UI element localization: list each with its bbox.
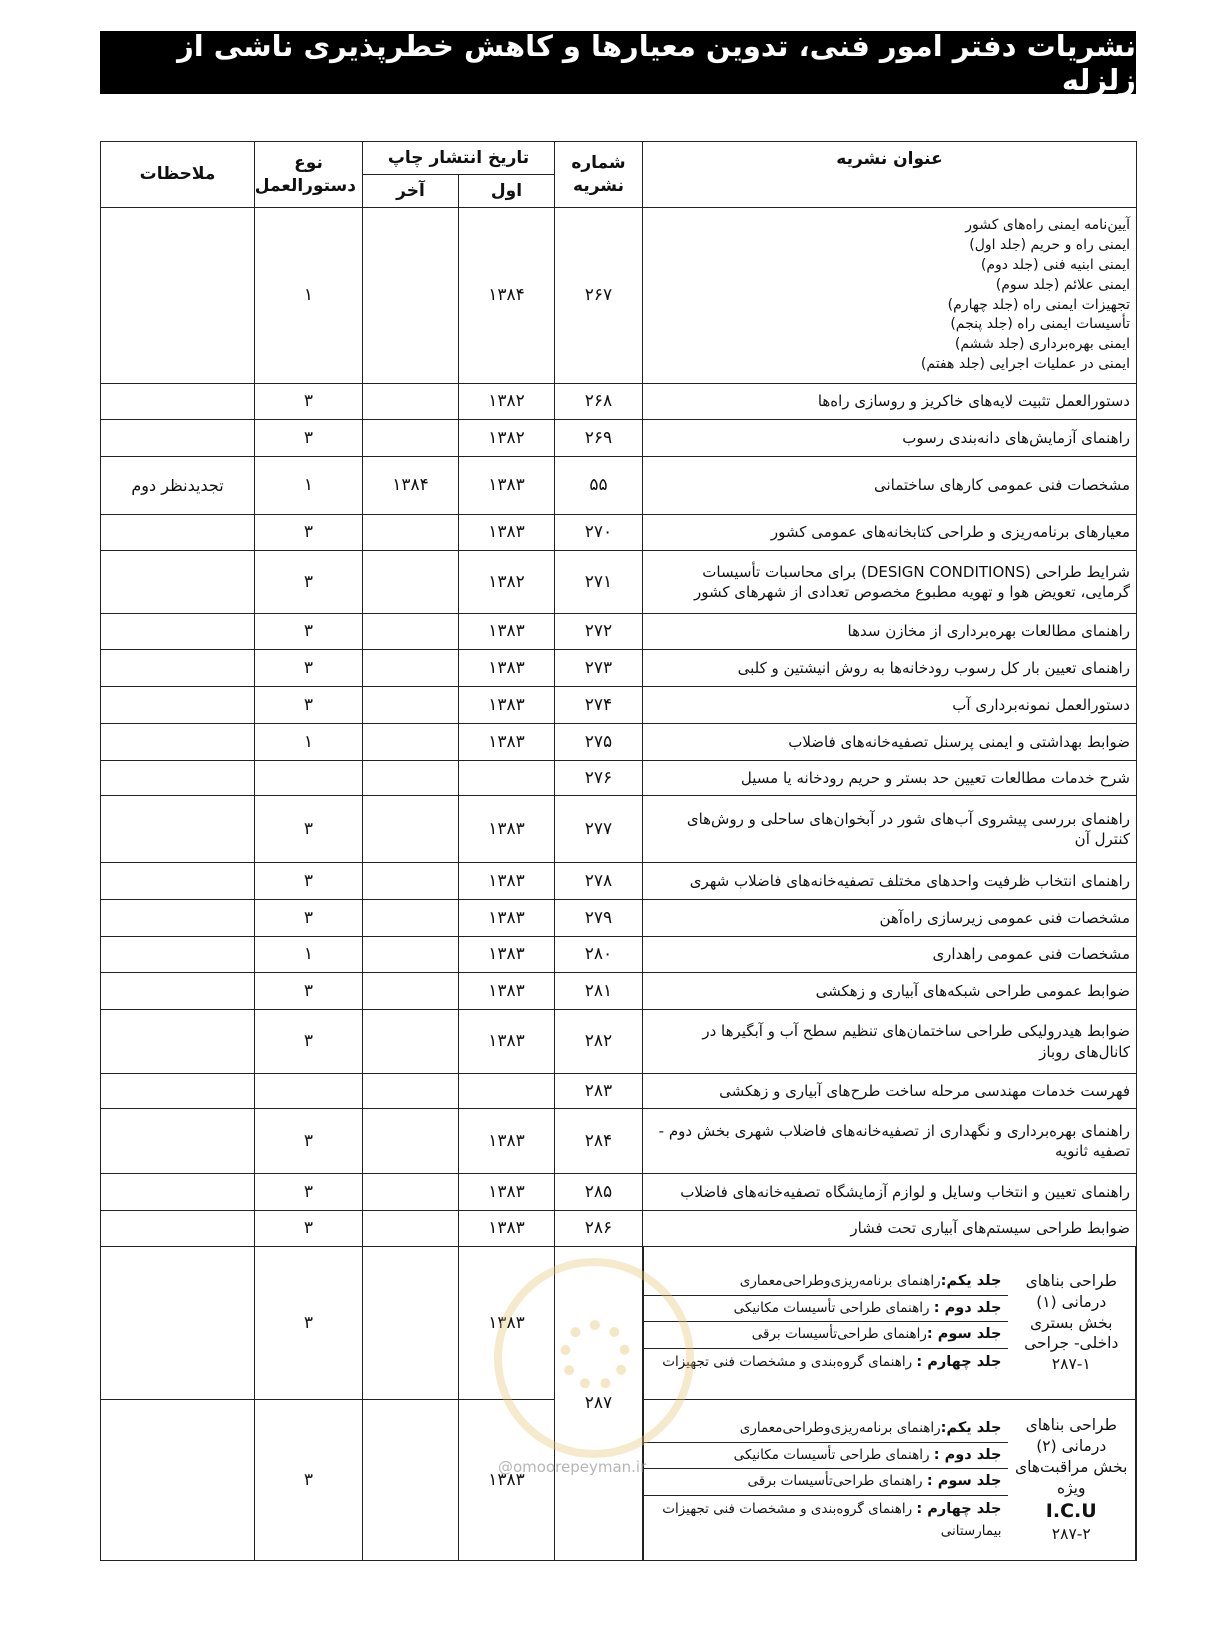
page-title: نشریات دفتر امور فنی، تدوین معیارها و کاهش خطرپذیری ناشی از زلزله (177, 28, 1136, 97)
row-first-date (459, 761, 555, 796)
row-title: شرایط طراحی (DESIGN CONDITIONS) برای محاسبات تأسیسات گرمایی، تعویض هوا و تهویه مطبوع مخصوص تعدادی از شهرهای کشور (643, 551, 1137, 614)
row-first-date: ۱۳۸۳ (459, 796, 555, 863)
table-row (101, 1010, 1137, 1074)
row-type (255, 761, 363, 796)
row-type: ۳ (255, 515, 363, 551)
row-last-date (363, 208, 459, 384)
row-type: ۳ (255, 1211, 363, 1247)
row-type: ۳ (255, 1010, 363, 1074)
row-number: ۲۸۶ (555, 1211, 643, 1247)
row-type: ۳ (255, 384, 363, 420)
row-first-date: ۱۳۸۲ (459, 551, 555, 614)
row-type: ۳ (255, 551, 363, 614)
table-row (101, 650, 1137, 687)
volume-item: جلد یکم:راهنمای برنامه‌ریزی‌وطراحی‌معماری (644, 1416, 1008, 1443)
row-remark (101, 796, 255, 863)
row-first-date: ۱۳۸۳ (459, 1109, 555, 1174)
header-row-1 (101, 142, 1137, 175)
row-first-date: ۱۳۸۳ (459, 614, 555, 650)
row-title: آیین‌نامه ایمنی راه‌های کشور ایمنی راه و حریم (جلد اول) ایمنی ابنیه فنی (جلد دوم) ایمنی علائم (جلد سوم) تجهیزات ایمنی راه (جلد چهارم) تأسیسات ایمنی راه (جلد پنجم) ایمنی بهره‌برداری (جلد ششم) ایمنی در عملیات اجرایی (جلد هفتم) (643, 208, 1137, 384)
row-title: راهنمای تعیین بار کل رسوب رودخانه‌ها به روش انیشتین و کلبی (643, 650, 1137, 687)
row-last-date (363, 614, 459, 650)
header-type: نوع دستورالعمل (255, 142, 363, 208)
part2-volumes (644, 1400, 1008, 1560)
volume-item: جلد دوم : راهنمای طراحی تأسیسات مکانیکی (644, 1296, 1008, 1323)
table-row (101, 724, 1137, 761)
table-row-287-part1 (101, 1247, 1137, 1400)
row-type: ۳ (255, 973, 363, 1010)
row-last-date (363, 973, 459, 1010)
row-type: ۳ (255, 614, 363, 650)
row-type: ۳ (255, 863, 363, 900)
row-last-date (363, 937, 459, 973)
row-287-part1-first: ۱۳۸۳ (459, 1247, 555, 1400)
row-title: راهنمای انتخاب ظرفیت واحدهای مختلف تصفیه‌خانه‌های فاضلاب شهری (643, 863, 1137, 900)
row-287-part1-type: ۳ (255, 1247, 363, 1400)
row-remark (101, 614, 255, 650)
row-title: مشخصات فنی عمومی زیرسازی راه‌آهن (643, 900, 1137, 937)
row-287-number: ۲۸۷ (555, 1247, 643, 1561)
table-row (101, 1109, 1137, 1174)
row-last-date (363, 1109, 459, 1174)
volume-item: جلد یکم:راهنمای برنامه‌ریزی‌وطراحی‌معماری (644, 1269, 1008, 1296)
row-287-part1-remark (101, 1247, 255, 1400)
row-last-date (363, 515, 459, 551)
watermark-text: @omoorepeyman.ir (498, 1458, 647, 1476)
row-last-date (363, 1010, 459, 1074)
row-287-part2-type: ۳ (255, 1400, 363, 1561)
row-type: ۱ (255, 937, 363, 973)
table-row (101, 796, 1137, 863)
header-remarks: ملاحظات (101, 142, 255, 208)
row-title: شرح خدمات مطالعات تعیین حد بستر و حریم رودخانه یا مسیل (643, 761, 1137, 796)
row-number: ۲۸۴ (555, 1109, 643, 1174)
row-type: ۳ (255, 1174, 363, 1211)
row-type: ۱ (255, 208, 363, 384)
row-number: ۲۷۹ (555, 900, 643, 937)
table-row (101, 863, 1137, 900)
row-remark (101, 515, 255, 551)
row-last-date (363, 1174, 459, 1211)
table-row (101, 900, 1137, 937)
row-remark (101, 650, 255, 687)
row-first-date: ۱۳۸۳ (459, 457, 555, 515)
row-title: فهرست خدمات مهندسی مرحله ساخت طرح‌های آبیاری و زهکشی (643, 1074, 1137, 1109)
table-row (101, 457, 1137, 515)
row-title: دستورالعمل نمونه‌برداری آب (643, 687, 1137, 724)
row-number: ۲۸۱ (555, 973, 643, 1010)
row-first-date: ۱۳۸۳ (459, 1010, 555, 1074)
row-remark (101, 1010, 255, 1074)
row-first-date: ۱۳۸۳ (459, 1211, 555, 1247)
row-title: راهنمای بهره‌برداری و نگهداری از تصفیه‌خانه‌های فاضلاب شهری بخش دوم - تصفیه ثانویه (643, 1109, 1137, 1174)
row-287-part2-title (643, 1400, 1137, 1561)
row-first-date: ۱۳۸۳ (459, 863, 555, 900)
header-number: شماره نشریه (555, 142, 643, 208)
row-number: ۲۷۰ (555, 515, 643, 551)
table-row (101, 614, 1137, 650)
row-first-date: ۱۳۸۳ (459, 650, 555, 687)
row-last-date (363, 687, 459, 724)
row-type: ۱ (255, 724, 363, 761)
row-number: ۲۸۳ (555, 1074, 643, 1109)
row-last-date (363, 420, 459, 457)
row-type: ۳ (255, 1109, 363, 1174)
volume-item: جلد سوم : راهنمای طراحی‌تأسیسات برقی (644, 1469, 1008, 1496)
row-first-date (459, 1074, 555, 1109)
row-title: مشخصات فنی عمومی راهداری (643, 937, 1137, 973)
row-first-date: ۱۳۸۲ (459, 420, 555, 457)
row-287-part2-first: ۱۳۸۳ (459, 1400, 555, 1561)
row-last-date (363, 650, 459, 687)
row-first-date: ۱۳۸۳ (459, 687, 555, 724)
table-row (101, 937, 1137, 973)
row-title: مشخصات فنی عمومی کارهای ساختمانی (643, 457, 1137, 515)
row-last-date (363, 863, 459, 900)
volume-item: جلد سوم :راهنمای طراحی‌تأسیسات برقی (644, 1322, 1008, 1349)
row-remark (101, 863, 255, 900)
row-number: ۲۷۵ (555, 724, 643, 761)
row-number: ۲۷۶ (555, 761, 643, 796)
table-row (101, 384, 1137, 420)
row-287-part2-last (363, 1400, 459, 1561)
row-remark (101, 724, 255, 761)
row-title: ضوابط طراحی سیستم‌های آبیاری تحت فشار (643, 1211, 1137, 1247)
row-287-part1-last (363, 1247, 459, 1400)
publications-table (100, 141, 1137, 1561)
row-remark (101, 761, 255, 796)
row-number: ۲۷۲ (555, 614, 643, 650)
row-number: ۲۶۹ (555, 420, 643, 457)
row-last-date (363, 761, 459, 796)
row-title: معیارهای برنامه‌ریزی و طراحی کتابخانه‌های عمومی کشور (643, 515, 1137, 551)
volume-item: جلد دوم : راهنمای طراحی تأسیسات مکانیکی (644, 1443, 1008, 1470)
row-type (255, 1074, 363, 1109)
part2-name: طراحی بناهای درمانی (۲) بخش مراقبت‌های ویژه I.C.U ۲۸۷-۲ (1008, 1400, 1136, 1560)
row-remark (101, 1211, 255, 1247)
row-title: راهنمای مطالعات بهره‌برداری از مخازن سدها (643, 614, 1137, 650)
row-remark (101, 208, 255, 384)
row-remark (101, 937, 255, 973)
row-number: ۲۸۰ (555, 937, 643, 973)
row-287-part1-title (643, 1247, 1137, 1400)
row-type: ۳ (255, 687, 363, 724)
table-row (101, 761, 1137, 796)
row-last-date (363, 796, 459, 863)
row-remark (101, 384, 255, 420)
header-date-first: اول (459, 175, 555, 208)
row-number: ۲۷۴ (555, 687, 643, 724)
row-title: راهنمای بررسی پیشروی آب‌های شور در آبخوان‌های ساحلی و روش‌های کنترل آن (643, 796, 1137, 863)
table-row (101, 1074, 1137, 1109)
row-title: راهنمای تعیین و انتخاب وسایل و لوازم آزمایشگاه تصفیه‌خانه‌های فاضلاب (643, 1174, 1137, 1211)
row-last-date (363, 384, 459, 420)
row-number: ۵۵ (555, 457, 643, 515)
row-title: دستورالعمل تثبیت لایه‌های خاکریز و روسازی راه‌ها (643, 384, 1137, 420)
row-title: ضوابط هیدرولیکی طراحی ساختمان‌های تنظیم سطح آب و آبگیرها در کانال‌های روباز (643, 1010, 1137, 1074)
row-number: ۲۸۲ (555, 1010, 643, 1074)
row-number: ۲۷۸ (555, 863, 643, 900)
row-title: ضوابط بهداشتی و ایمنی پرسنل تصفیه‌خانه‌های فاضلاب (643, 724, 1137, 761)
row-number: ۲۶۷ (555, 208, 643, 384)
header-title: عنوان نشریه (643, 142, 1137, 208)
row-first-date: ۱۳۸۲ (459, 384, 555, 420)
row-first-date: ۱۳۸۳ (459, 900, 555, 937)
header-date-group: تاریخ انتشار چاپ (363, 142, 555, 175)
row-last-date (363, 551, 459, 614)
row-remark (101, 687, 255, 724)
volume-item: جلد چهارم : راهنمای گروه‌بندی و مشخصات فنی تجهیزات بیمارستانی (662, 1500, 1002, 1539)
row-remark (101, 1074, 255, 1109)
part1-name: طراحی بناهای درمانی (۱) بخش بستری داخلی- جراحی ۲۸۷-۱ (1008, 1247, 1136, 1399)
row-type: ۳ (255, 420, 363, 457)
row-remark: تجدیدنظر دوم (101, 457, 255, 515)
row-last-date (363, 1211, 459, 1247)
header-date-last: آخر (363, 175, 459, 208)
table-row (101, 1174, 1137, 1211)
row-287-part2-remark (101, 1400, 255, 1561)
table-row (101, 551, 1137, 614)
row-first-date: ۱۳۸۳ (459, 724, 555, 761)
row-remark (101, 1109, 255, 1174)
row-type: ۱ (255, 457, 363, 515)
row-last-date: ۱۳۸۴ (363, 457, 459, 515)
row-last-date (363, 724, 459, 761)
table-row (101, 420, 1137, 457)
page-title-banner (100, 28, 1136, 97)
part1-volumes (644, 1247, 1008, 1399)
row-number: ۲۷۳ (555, 650, 643, 687)
row-number: ۲۶۸ (555, 384, 643, 420)
row-remark (101, 420, 255, 457)
row-first-date: ۱۳۸۳ (459, 515, 555, 551)
row-title: ضوابط عمومی طراحی شبکه‌های آبیاری و زهکشی (643, 973, 1137, 1010)
row-remark (101, 1174, 255, 1211)
row-number: ۲۷۷ (555, 796, 643, 863)
row-first-date: ۱۳۸۳ (459, 1174, 555, 1211)
table-row (101, 515, 1137, 551)
row-number: ۲۷۱ (555, 551, 643, 614)
row-type: ۳ (255, 900, 363, 937)
row-first-date: ۱۳۸۳ (459, 937, 555, 973)
table-row (101, 208, 1137, 384)
table-row (101, 1211, 1137, 1247)
row-remark (101, 973, 255, 1010)
row-type: ۳ (255, 796, 363, 863)
row-first-date: ۱۳۸۴ (459, 208, 555, 384)
row-remark (101, 551, 255, 614)
row-number: ۲۸۵ (555, 1174, 643, 1211)
table-row (101, 687, 1137, 724)
volume-item: جلد چهارم : راهنمای گروه‌بندی و مشخصات فنی تجهیزات (662, 1353, 1002, 1370)
row-last-date (363, 900, 459, 937)
table-row (101, 973, 1137, 1010)
row-remark (101, 900, 255, 937)
row-first-date: ۱۳۸۳ (459, 973, 555, 1010)
row-type: ۳ (255, 650, 363, 687)
row-title: راهنمای آزمایش‌های دانه‌بندی رسوب (643, 420, 1137, 457)
row-last-date (363, 1074, 459, 1109)
